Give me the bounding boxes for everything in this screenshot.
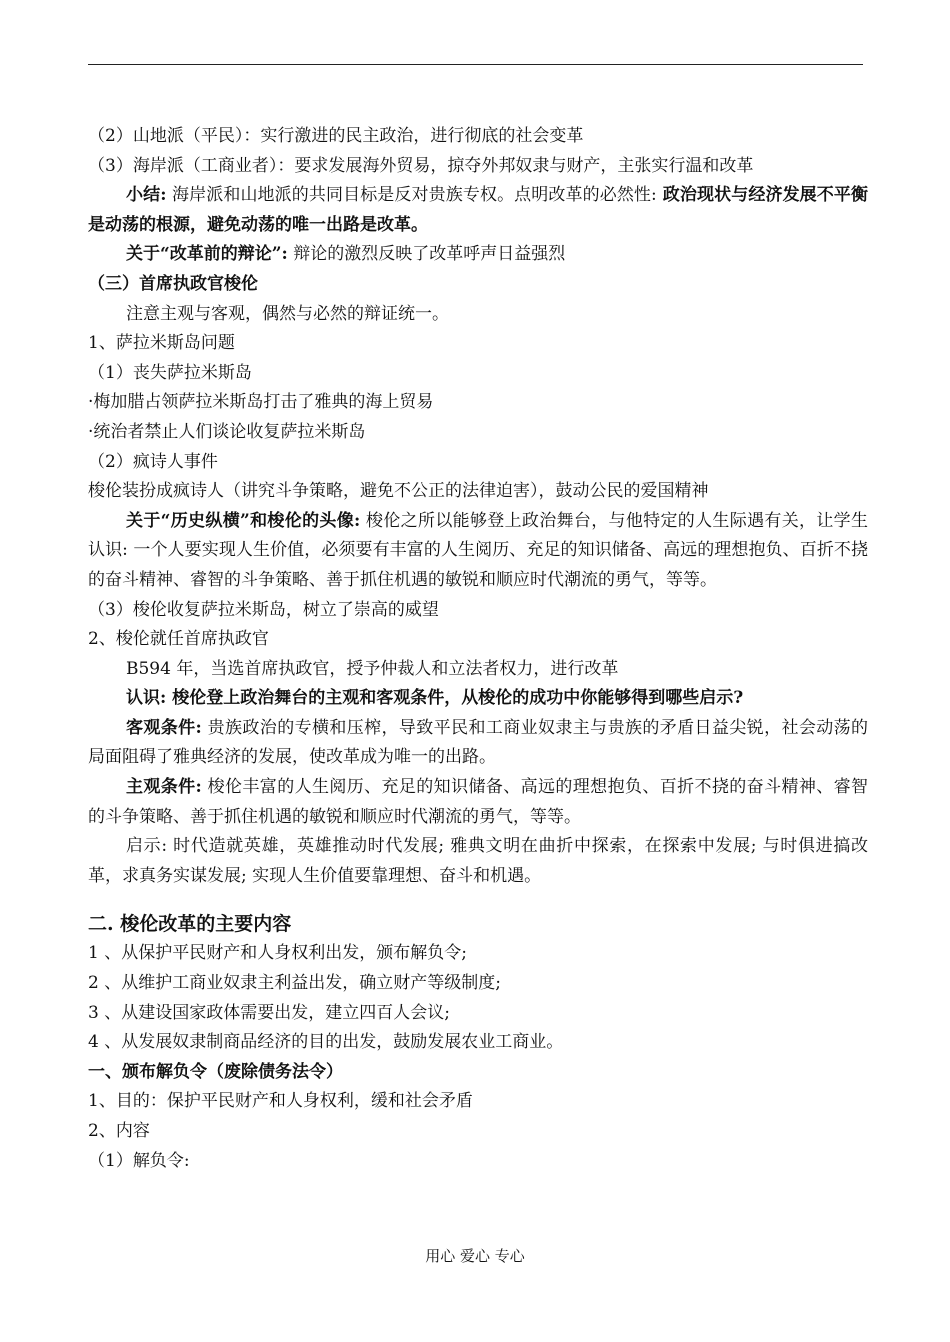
text-line: 1、萨拉米斯岛问题 <box>88 333 235 354</box>
text-line: 2、内容 <box>88 1121 150 1141</box>
text-line: （2）疯诗人事件 <box>88 451 218 472</box>
text-line: B594 年，当选首席执政官，授予仲裁人和立法者权力，进行改革 <box>126 658 619 679</box>
summary-text: 海岸派和山地派的共同目标是反对贵族专权。点明改革的必然性: <box>166 185 657 206</box>
text-line: 注意主观与客观，偶然与必然的辩证统一。 <box>126 303 449 324</box>
list-item: 4 、从发展奴隶制商品经济的目的出发，鼓励发展农业工商业。 <box>88 1032 564 1053</box>
header-rule <box>88 64 863 65</box>
section-heading: 二. 梭伦改革的主要内容 <box>88 913 292 936</box>
text-line: ·统治者禁止人们谈论收复萨拉米斯岛 <box>88 421 366 442</box>
page-footer: 用心 爱心 专心 <box>425 1247 525 1265</box>
cognition-line: 认识: 梭伦登上政治舞台的主观和客观条件，从梭伦的成功中你能够得到哪些启示? <box>126 688 744 709</box>
document-body <box>88 122 868 1176</box>
list-item: 3 、从建设国家政体需要出发，建立四百人会议; <box>88 1002 450 1023</box>
subsection-heading: 一、颁布解负令（废除债务法令） <box>88 1061 343 1082</box>
list-item: 2 、从维护工商业奴隶主利益出发，确立财产等级制度; <box>88 973 501 994</box>
text-line: 1、目的：保护平民财产和人身权利，缓和社会矛盾 <box>88 1091 473 1112</box>
inspiration-paragraph: 启示: 时代造就英雄，英雄推动时代发展; 雅典文明在曲折中探索，在探索中发展; 与时俱进搞改革，求真务实谋发展; 实现人生价值要靠理想、奋斗和机遇。 <box>88 836 868 886</box>
history-paragraph <box>88 507 868 596</box>
objective-paragraph <box>88 714 868 773</box>
summary-paragraph <box>88 181 868 240</box>
summary-conclusion: 政治现状与经济发展不平衡是动荡的根源，避免动荡的唯一出路是改革。 <box>88 185 868 235</box>
summary-label: 小结: <box>126 185 167 206</box>
text-line: （3）梭伦收复萨拉米斯岛，树立了崇高的威望 <box>88 599 439 620</box>
text-line: （1）丧失萨拉米斯岛 <box>88 362 252 383</box>
text-line: （3）海岸派（工商业者）：要求发展海外贸易，掠夺外邦奴隶与财产，主张实行温和改革 <box>88 155 754 176</box>
section-heading: （三）首席执政官梭伦 <box>88 273 258 294</box>
debate-line <box>88 240 868 270</box>
text-line: 梭伦装扮成疯诗人（讲究斗争策略，避免不公正的法律迫害），鼓动公民的爱国精神 <box>88 481 709 502</box>
debate-text: 辩论的激烈反映了改革呼声日益强烈 <box>287 244 566 265</box>
history-label: 关于“历史纵横”和梭伦的头像: <box>126 510 361 531</box>
objective-label: 客观条件: <box>126 717 202 738</box>
text-line: （2）山地派（平民）：实行激进的民主政治，进行彻底的社会变革 <box>88 126 584 146</box>
text-line: 2、梭伦就任首席执政官 <box>88 629 269 650</box>
list-item: 1 、从保护平民财产和人身权利出发，颁布解负令; <box>88 943 467 964</box>
history-text: 梭伦之所以能够登上政治舞台，与他特定的人生际遇有关，让学生认识: 一个人要实现人生价值，必须要有丰富的人生阅历、充足的知识储备、高远的理想抱负、百折不挠的奋斗精神、睿智的斗争策略、善于抓住机遇的敏锐和顺应时代潮流的勇气，等等。 <box>88 510 868 590</box>
debate-label: 关于“改革前的辩论”: <box>126 244 288 265</box>
subjective-paragraph <box>88 773 868 832</box>
subjective-label: 主观条件: <box>126 777 202 798</box>
text-line: ·梅加腊占领萨拉米斯岛打击了雅典的海上贸易 <box>88 392 434 413</box>
subjective-text: 梭伦丰富的人生阅历、充足的知识储备、高远的理想抱负、百折不挠的奋斗精神、睿智的斗争策略、善于抓住机遇的敏锐和顺应时代潮流的勇气，等等。 <box>88 777 869 827</box>
objective-text: 贵族政治的专横和压榨，导致平民和工商业奴隶主与贵族的矛盾日益尖锐，社会动荡的局面阻碍了雅典经济的发展，使改革成为唯一的出路。 <box>88 717 869 768</box>
text-line: （1）解负令: <box>88 1150 190 1171</box>
